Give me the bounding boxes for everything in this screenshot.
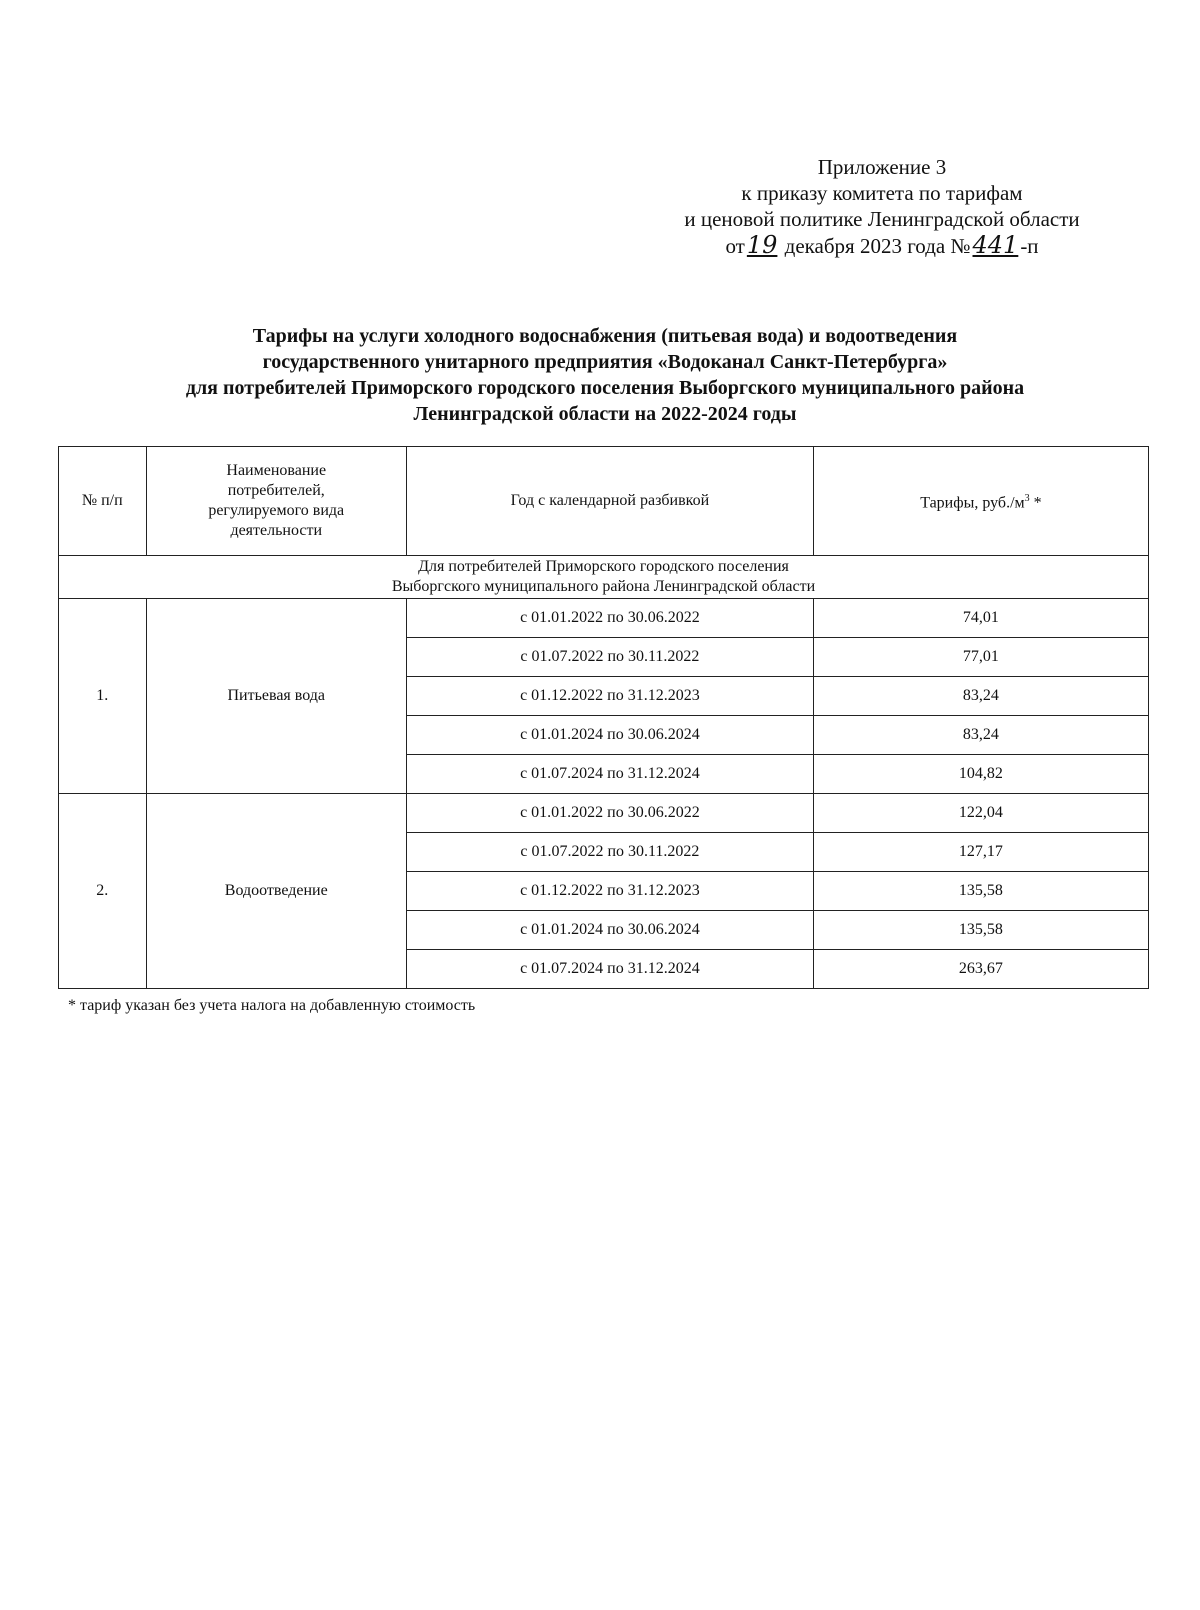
tariff-table	[58, 446, 1149, 989]
group-name: Питьевая вода	[146, 599, 406, 794]
tariff-cell: 127,17	[813, 833, 1148, 872]
tariff-cell: 135,58	[813, 872, 1148, 911]
title-line-1: Тарифы на услуги холодного водоснабжения (питьевая вода) и водоотведения	[252, 325, 958, 347]
header-name-text: Наименование потребителей, регулируемого вида деятельности	[208, 462, 345, 539]
table-row	[59, 794, 1149, 833]
date-prefix: от	[725, 234, 745, 258]
appendix-line-3: и ценовой политике Ленинградской области	[684, 207, 1080, 231]
period-cell: с 01.01.2024 по 30.06.2024	[406, 716, 813, 755]
period-cell: с 01.07.2024 по 31.12.2024	[406, 950, 813, 989]
period-cell: с 01.01.2024 по 30.06.2024	[406, 911, 813, 950]
document-title	[60, 323, 1150, 427]
period-cell: с 01.07.2024 по 31.12.2024	[406, 755, 813, 794]
period-cell: с 01.12.2022 по 31.12.2023	[406, 872, 813, 911]
header-tariff	[813, 447, 1148, 556]
period-cell: с 01.01.2022 по 30.06.2022	[406, 599, 813, 638]
group-num: 2.	[59, 794, 147, 989]
appendix-header	[642, 154, 1122, 259]
tariff-cell: 83,24	[813, 677, 1148, 716]
section-line-1: Для потребителей Приморского городского поселения	[418, 558, 789, 575]
title-line-4: Ленинградской области на 2022-2024 годы	[413, 403, 797, 425]
date-middle: декабря 2023 года №	[784, 234, 971, 258]
section-line-2: Выборгского муниципального района Ленинградской области	[391, 578, 816, 595]
tariff-cell: 74,01	[813, 599, 1148, 638]
header-tariff-text: Тарифы, руб./м	[920, 494, 1025, 512]
header-tariff-sup: 3	[1024, 492, 1030, 504]
handwritten-order-number: 441	[972, 231, 1019, 259]
tariff-cell: 263,67	[813, 950, 1148, 989]
tariff-cell: 135,58	[813, 911, 1148, 950]
period-cell: с 01.07.2022 по 30.11.2022	[406, 833, 813, 872]
handwritten-day: 19	[746, 231, 778, 259]
table-header-row	[59, 447, 1149, 556]
title-line-2: государственного унитарного предприятия «Водоканал Санкт-Петербурга»	[262, 351, 948, 373]
title-line-3: для потребителей Приморского городского поселения Выборгского муниципального района	[185, 377, 1025, 399]
header-tariff-suffix: *	[1029, 494, 1042, 512]
tariff-cell: 122,04	[813, 794, 1148, 833]
group-name: Водоотведение	[146, 794, 406, 989]
period-cell: с 01.01.2022 по 30.06.2022	[406, 794, 813, 833]
footnote: * тариф указан без учета налога на добавленную стоимость	[68, 997, 476, 1014]
period-cell: с 01.12.2022 по 31.12.2023	[406, 677, 813, 716]
header-num: № п/п	[59, 447, 147, 556]
group-num: 1.	[59, 599, 147, 794]
tariff-cell: 104,82	[813, 755, 1148, 794]
appendix-line-2: к приказу комитета по тарифам	[741, 181, 1023, 205]
tariff-cell: 83,24	[813, 716, 1148, 755]
tariff-cell: 77,01	[813, 638, 1148, 677]
appendix-order-date	[642, 232, 1122, 259]
header-name	[146, 447, 406, 556]
period-cell: с 01.07.2022 по 30.11.2022	[406, 638, 813, 677]
appendix-line-1: Приложение 3	[817, 155, 947, 179]
section-row	[59, 556, 1149, 599]
table-row	[59, 599, 1149, 638]
header-period: Год с календарной разбивкой	[406, 447, 813, 556]
date-suffix: -п	[1020, 234, 1039, 258]
section-caption	[59, 556, 1149, 599]
